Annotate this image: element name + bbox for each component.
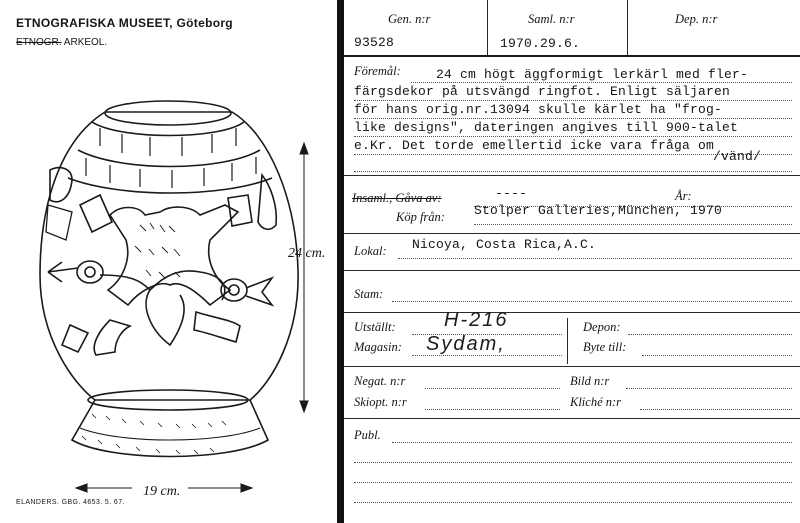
dotted-line [354, 171, 792, 172]
rule [344, 233, 800, 234]
dotted-line [354, 136, 792, 137]
foremal-line-3: för hans orig.nr.13094 skulle kärlet ha "frog- [354, 102, 723, 117]
dotted-line [412, 355, 562, 356]
rule [344, 366, 800, 367]
card-divider-bar [337, 0, 344, 523]
publ-label: Publ. [354, 428, 381, 442]
foremal-line-2: färgsdekor på utsvängd ringfot. Enligt säljaren [354, 84, 731, 99]
rule [344, 418, 800, 419]
kop-label: Köp från: [396, 210, 445, 224]
ar-label: År: [675, 189, 692, 203]
vessel-foot [72, 400, 268, 457]
foremal-line-4: like designs", dateringen angives till 900-talet [354, 120, 739, 135]
foremal-line-6: /vänd/ [713, 149, 762, 164]
utstallt-label: Utställt: [354, 320, 396, 334]
dotted-line [411, 82, 792, 83]
dotted-line [642, 355, 792, 356]
dotted-line [640, 409, 792, 410]
dotted-line [354, 462, 792, 463]
rule [344, 270, 800, 271]
dotted-line [354, 100, 792, 101]
kop-value: Stolper Galleries,München, 1970 [474, 203, 723, 218]
dep-label: Dep. n:r [675, 12, 718, 26]
dotted-line [474, 224, 792, 225]
vessel-band [68, 122, 272, 193]
dotted-line [354, 502, 792, 503]
col-divider [487, 0, 488, 55]
vessel-drawing [0, 0, 337, 523]
magasin-value: Sydam, [426, 333, 506, 355]
col-divider [567, 318, 568, 364]
museum-title: ETNOGRAFISKA MUSEET, Göteborg [16, 16, 233, 30]
dotted-line [628, 334, 792, 335]
dotted-line [626, 388, 792, 389]
vessel-body [40, 112, 298, 400]
dotted-line [392, 301, 792, 302]
dotted-line [354, 118, 792, 119]
department-struck: ETNOGR. [16, 37, 62, 48]
dotted-line [354, 482, 792, 483]
vessel-rim [105, 101, 231, 125]
kliche-label: Kliché n:r [570, 395, 622, 409]
stam-label: Stam: [354, 287, 384, 301]
saml-value: 1970.29.6. [500, 36, 581, 51]
negat-label: Negat. n:r [354, 374, 406, 388]
saml-label: Saml. n:r [528, 12, 575, 26]
byte-label: Byte till: [583, 340, 627, 354]
magasin-label: Magasin: [354, 340, 402, 354]
width-label: 19 cm. [143, 484, 181, 499]
rule [344, 175, 800, 176]
dotted-line [392, 442, 792, 443]
dotted-line [398, 258, 792, 259]
lokal-value: Nicoya, Costa Rica,A.C. [412, 237, 597, 252]
department: ARKEOL. [63, 37, 108, 48]
rule [344, 55, 800, 57]
lokal-label: Lokal: [354, 244, 387, 258]
insaml-label: Insaml., Gåva av: [352, 191, 442, 205]
printer-imprint: ELANDERS. GBG. 4653. 5. 67. [16, 499, 125, 506]
bird-eye-left [77, 261, 103, 283]
dotted-line [425, 409, 560, 410]
skiopt-label: Skiopt. n:r [354, 395, 407, 409]
height-label: 24 cm. [288, 246, 326, 261]
foremal-line-5: e.Kr. Det torde emellertid icke vara fråga om [354, 138, 715, 153]
frog-figure [108, 205, 238, 305]
foremal-line-1: 24 cm högt äggformigt lerkärl med fler- [436, 67, 749, 82]
foremal-label: Föremål: [354, 64, 401, 78]
insaml-value: ---- [495, 186, 528, 201]
depon-label: Depon: [583, 320, 621, 334]
bild-label: Bild n:r [570, 374, 610, 388]
gen-label: Gen. n:r [388, 12, 431, 26]
rule [344, 312, 800, 313]
utstallt-value: H-216 [444, 309, 509, 331]
gen-value: 93528 [354, 35, 395, 50]
col-divider [627, 0, 628, 55]
dotted-line [425, 388, 560, 389]
